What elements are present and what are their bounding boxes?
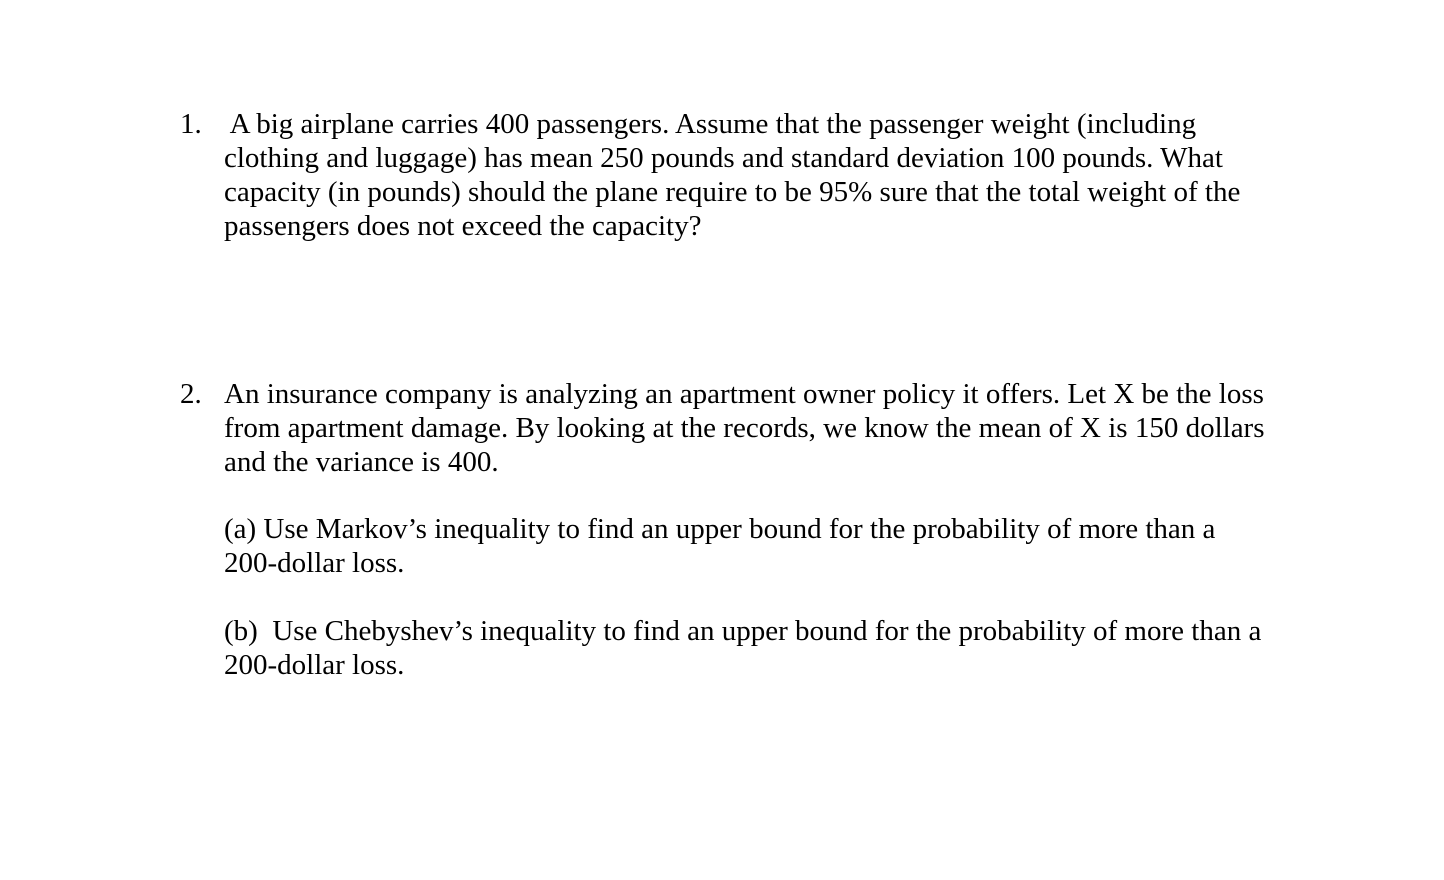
problem-1-text	[224, 107, 1284, 243]
part-a-line-1: (a) Use Markov’s inequality to find an upper bound for the probability of more than a	[224, 513, 1216, 545]
problem-1-number: 1.	[180, 108, 202, 140]
part-b-line-1: (b) Use Chebyshev’s inequality to find an upper bound for the probability of more than a	[224, 615, 1262, 647]
part-a-line-2: 200-dollar loss.	[224, 547, 405, 579]
part-b-line-2: 200-dollar loss.	[224, 649, 405, 681]
problem-1-line-2: clothing and luggage) has mean 250 pounds and standard deviation 100 pounds. What	[224, 142, 1223, 174]
problem-1-line-1: A big airplane carries 400 passengers. Assume that the passenger weight (including	[224, 108, 1197, 140]
problem-2-part-b	[224, 614, 1284, 682]
problem-2-text	[224, 377, 1284, 682]
problem-2-line-2: from apartment damage. By looking at the records, we know the mean of X is 150 dollars	[224, 412, 1265, 444]
problem-1-line-3: capacity (in pounds) should the plane require to be 95% sure that the total weight of the	[224, 176, 1241, 208]
problem-2-line-3: and the variance is 400.	[224, 446, 499, 478]
problem-2-number: 2.	[180, 378, 202, 410]
problem-2-line-1: An insurance company is analyzing an apartment owner policy it offers. Let X be the loss	[224, 378, 1264, 410]
problem-1-line-4: passengers does not exceed the capacity?	[224, 210, 702, 242]
problem-2-part-a	[224, 512, 1284, 580]
